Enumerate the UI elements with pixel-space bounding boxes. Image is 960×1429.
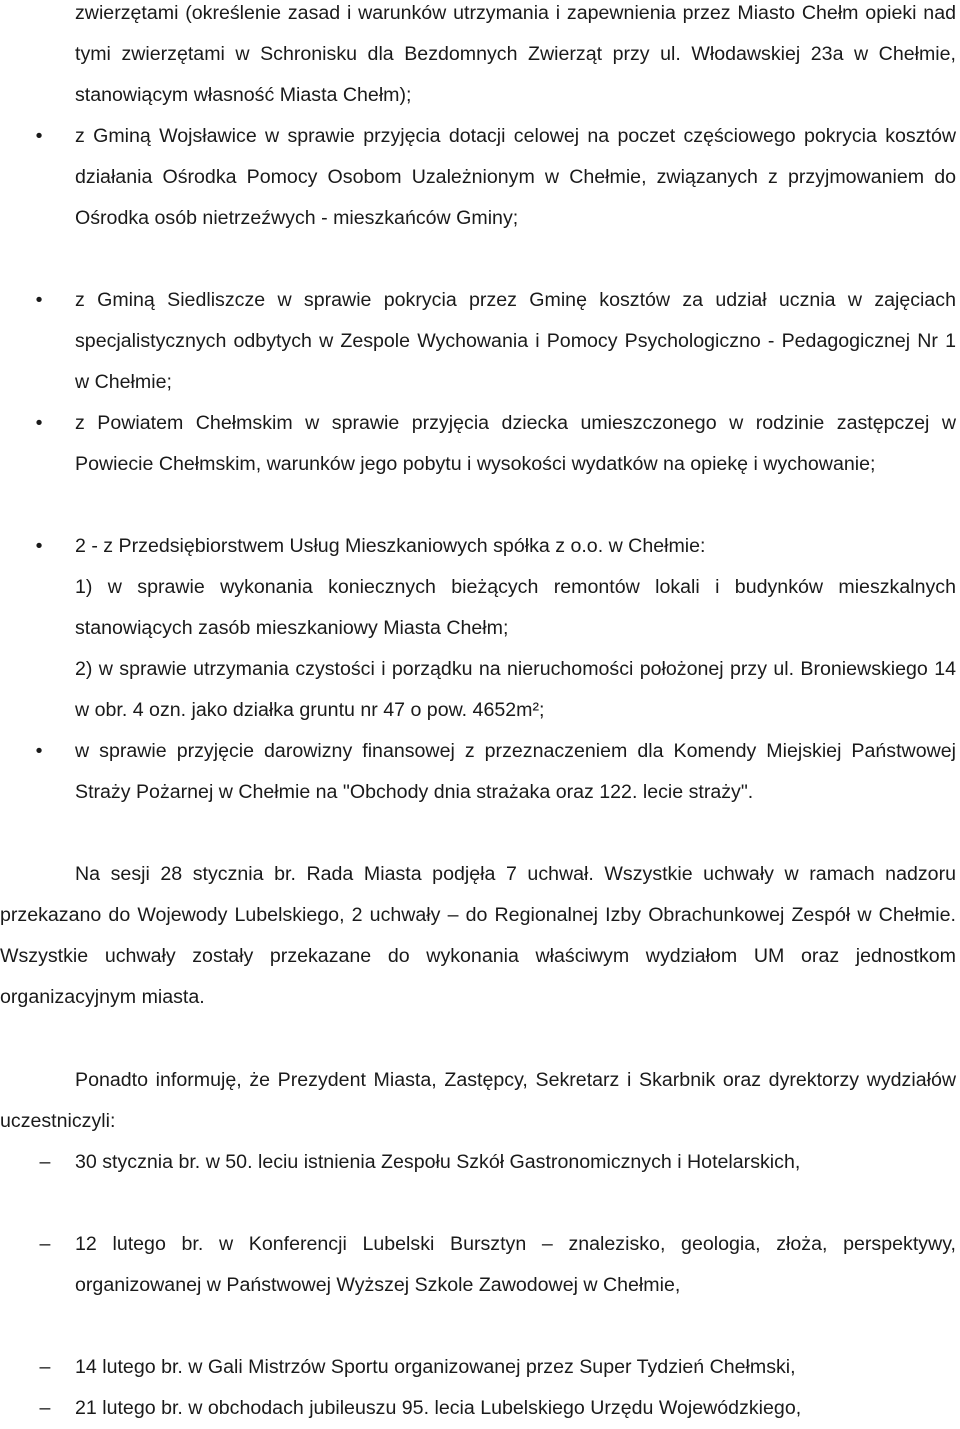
paragraph-text: Na sesji 28 stycznia br. Rada Miasta podjęła 7 uchwał. Wszystkie uchwały w ramach nadzoru przekazano do Wojewody Lubelskiego, 2 uchwały – do Regionalnej Izby Obrachunkowej Zespół w Chełmie. Wszystkie uchwały zostały przekazane do wykonania właściwym wydziałom UM oraz jednostkom organizacyjnym miasta. xyxy=(0,863,956,1008)
continuation-paragraph xyxy=(0,0,960,116)
bullet-item xyxy=(0,280,960,403)
subitem-text: 2) w sprawie utrzymania czystości i porządku na nieruchomości położonej przy ul. Broniewskiego 14 w obr. 4 ozn. jako działka gruntu nr 47 o pow. 4652m²; xyxy=(75,658,956,721)
event-text: 12 lutego br. w Konferencji Lubelski Bursztyn – znalezisko, geologia, złoża, perspektywy, organizowanej w Państwowej Wyższej Szkole Zawodowej w Chełmie, xyxy=(75,1233,956,1296)
subitem-text: 1) w sprawie wykonania koniecznych bieżących remontów lokali i budynków mieszkalnych stanowiących zasób mieszkaniowy Miasta Chełm; xyxy=(75,576,956,639)
bullet-icon: • xyxy=(35,289,43,311)
bullet-text: z Powiatem Chełmskim w sprawie przyjęcia dziecka umieszczonego w rodzinie zastępczej w Powiecie Chełmskim, warunków jego pobytu i wysokości wydatków na opiekę i wychowanie; xyxy=(75,412,956,475)
dash-icon: – xyxy=(39,1397,51,1419)
paragraph-text: Ponadto informuję, że Prezydent Miasta, Zastępcy, Sekretarz i Skarbnik oraz dyrektorzy wydziałów uczestniczyli: xyxy=(0,1069,956,1132)
bullet-text: z Gminą Siedliszcze w sprawie pokrycia przez Gminę kosztów za udział ucznia w zajęciach specjalistycznych odbytych w Zespole Wychowania i Pomocy Psychologiczno - Pedagogicznej Nr 1 w Chełmie; xyxy=(75,289,956,393)
bullet-icon: • xyxy=(35,535,43,557)
numbered-subitem xyxy=(0,649,960,731)
bullet-icon: • xyxy=(35,125,43,147)
informing-paragraph xyxy=(0,1060,960,1142)
bullet-icon: • xyxy=(35,740,43,762)
event-item xyxy=(0,1347,960,1388)
bullet-item xyxy=(0,403,960,485)
bullet-text: 2 - z Przedsiębiorstwem Usług Mieszkaniowych spółka z o.o. w Chełmie: xyxy=(75,535,706,557)
event-item xyxy=(0,1142,960,1183)
event-text: 30 stycznia br. w 50. leciu istnienia Zespołu Szkół Gastronomicznych i Hotelarskich, xyxy=(75,1151,801,1173)
bullet-item xyxy=(0,526,960,567)
dash-icon: – xyxy=(39,1356,51,1378)
session-paragraph xyxy=(0,854,960,1018)
dash-icon: – xyxy=(39,1151,51,1173)
event-text: 14 lutego br. w Gali Mistrzów Sportu organizowanej przez Super Tydzień Chełmski, xyxy=(75,1356,796,1378)
bullet-item xyxy=(0,116,960,239)
continuation-text: zwierzętami (określenie zasad i warunków utrzymania i zapewnienia przez Miasto Chełm opieki nad tymi zwierzętami w Schronisku dla Bezdomnych Zwierząt przy ul. Włodawskiej 23a w Chełmie, stanowiącym własność Miasta Chełm); xyxy=(75,2,956,106)
bullet-icon: • xyxy=(35,412,43,434)
bullet-text: z Gminą Wojsławice w sprawie przyjęcia dotacji celowej na poczet częściowego pokrycia kosztów działania Ośrodka Pomocy Osobom Uzależnionym w Chełmie, związanych z przyjmowaniem do Ośrodka osób nietrzeźwych - mieszkańców Gminy; xyxy=(75,125,956,229)
numbered-subitem xyxy=(0,567,960,649)
dash-icon: – xyxy=(39,1233,51,1255)
bullet-item xyxy=(0,731,960,813)
event-text: 21 lutego br. w obchodach jubileuszu 95. lecia Lubelskiego Urzędu Wojewódzkiego, xyxy=(75,1397,802,1419)
event-item xyxy=(0,1224,960,1306)
event-item xyxy=(0,1388,960,1429)
bullet-text: w sprawie przyjęcie darowizny finansowej z przeznaczeniem dla Komendy Miejskiej Państwowej Straży Pożarnej w Chełmie na "Obchody dnia strażaka oraz 122. lecie straży". xyxy=(75,740,956,803)
